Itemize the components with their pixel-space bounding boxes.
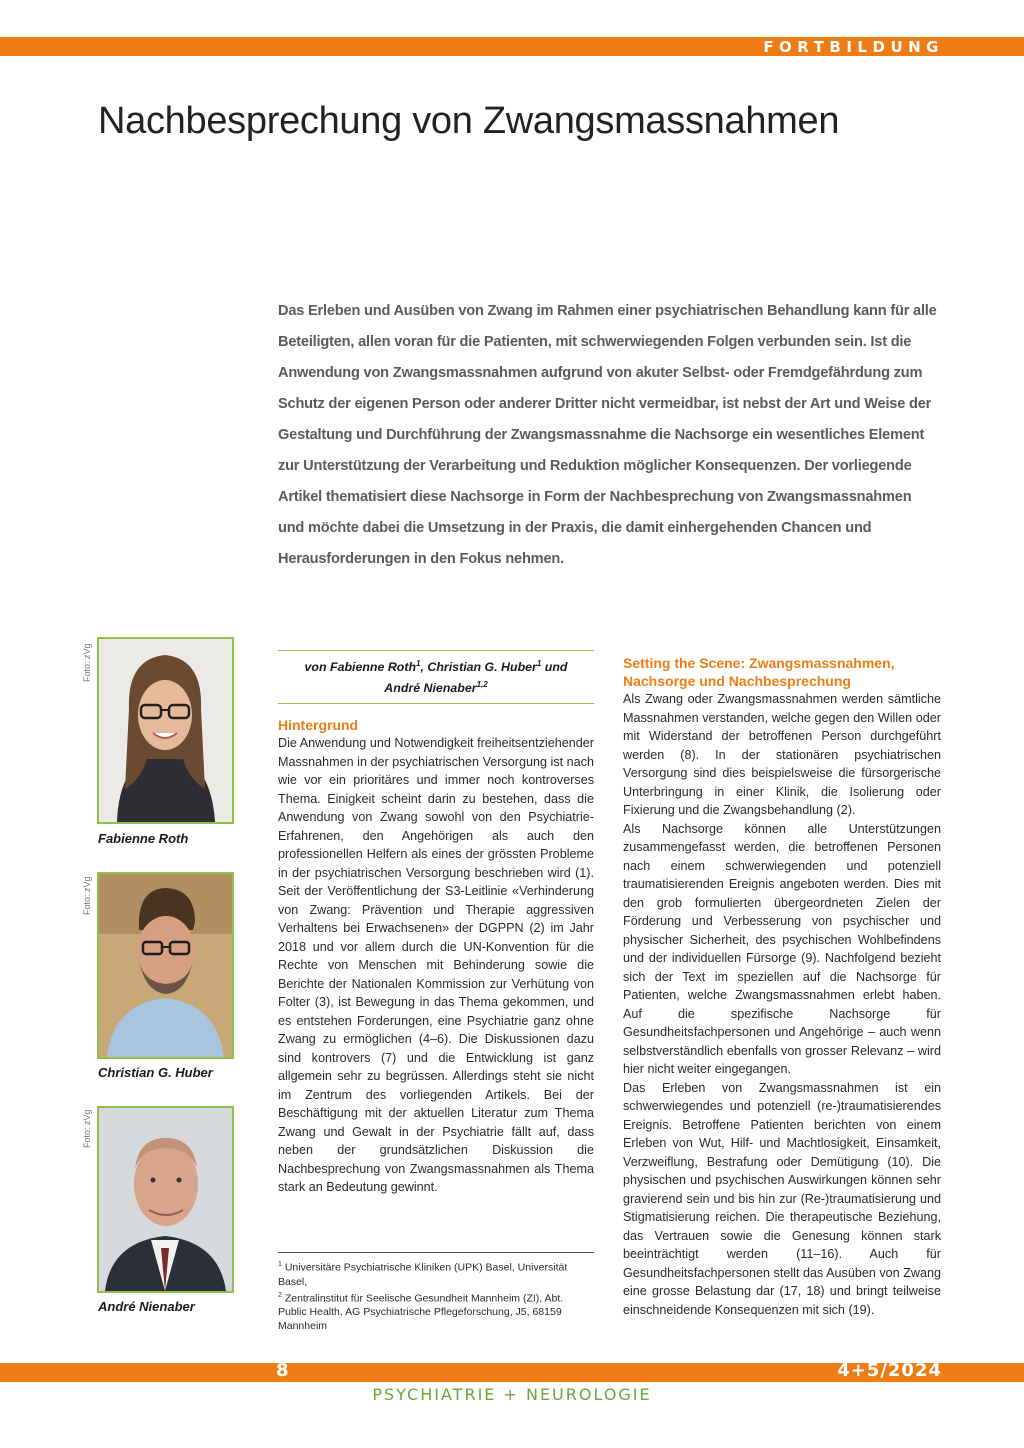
photo-credit-3: Foto: zVg (82, 1109, 92, 1148)
portrait-roth-image (99, 639, 232, 822)
byline-sep-1: , (420, 660, 428, 675)
footnote-1 (278, 1258, 594, 1289)
photo-caption-1: Fabienne Roth (98, 831, 189, 846)
footnote-2-text: Zentralinstitut für Seelische Gesundheit Mannheim (ZI), Abt. Public Health, AG Psychiatrische Pflegeforschung, J5, 68159 Mannheim (278, 1292, 564, 1332)
byline-prefix: von (304, 660, 330, 675)
author-photo-huber (97, 872, 234, 1059)
byline-sup-1: 1 (416, 659, 421, 668)
article-title: Nachbesprechung von Zwangsmassnahmen (98, 100, 840, 142)
scene-paragraph-3: Das Erleben von Zwangsmassnahmen ist ein schwerwiegendes und potenziell (re-)traumatisierendes Ereignis. Betroffene Patienten berichten von einem Erleben von Wut, Hilf- und Machtlosigkeit, Einsamkeit, Verzweiflung, Bestrafung oder Demütigung (10). Die physischen und psychischen Auswirkungen können sehr gravierend sein und bis hin zur (Re-)traumatisierung und Stigmatisierung reichen. Die therapeutische Beziehung, das Vertrauen sowie die Genesung können stark beeinträchtigt werden (11–16). Auch für Gesundheitsfachpersonen stellt das Ausüben von Zwang eine grosse Belastung dar (17, 18) und bringt teilweise einschneidende Konsequenzen mit sich (19). (623, 1080, 941, 1317)
section-heading-scene: Setting the Scene: Zwangsmassnahmen, Nachsorge und Nachbesprechung (623, 655, 895, 689)
byline-sup-3: 1,2 (476, 680, 488, 690)
byline-author-2: Christian G. Huber (427, 660, 537, 675)
photo-credit-2: Foto: zVg (82, 876, 92, 915)
footnote-2 (278, 1289, 594, 1334)
byline-sep-2: und (541, 660, 568, 675)
byline-author-1: Fabienne Roth (330, 660, 417, 675)
footnote-1-mark: 1 (278, 1261, 282, 1268)
article-column-3 (623, 654, 941, 1319)
page-number: 8 (276, 1360, 289, 1381)
photo-caption-3: André Nienaber (98, 1299, 195, 1314)
photo-caption-2: Christian G. Huber (98, 1065, 213, 1080)
byline-author-3: André Nienaber (384, 681, 477, 696)
scene-paragraph-1: Als Zwang oder Zwangsmassnahmen werden sämtliche Massnahmen verstanden, welche gegen den Willen oder mit Widerstand der betroffenen Person durchgeführt werden (8). In der stationären psychiatrischen Versorgung sind dies beispielsweise die fürsorgerische Unterbringung in einer Klinik, die Isolierung oder Fixierung und die Zwangsbehandlung (2). (623, 692, 941, 817)
background-paragraph: Die Anwendung und Notwendigkeit freiheitsentziehender Massnahmen in der psychiatrischen Versorgung ist nach wie vor ein prioritäres und immer noch kontroverses Thema. Einigkeit scheint darin zu bestehen, dass die Anwendung von Zwang sowohl von den Psychiatrie-Erfahrenen, den Angehörigen als auch den professionellen Helfern als eines der grössten Probleme in der psychiatrischen Versorgung beschrieben wird (1). Seit der Veröffentlichung der S3-Leitlinie «Verhinderung von Zwang: Prävention und Therapie aggressiven Verhaltens bei Erwachsenen» der DGPPN (2) im Jahr 2018 und vor allem durch die UN-Konvention für die Rechte von Menschen mit Behinderung sowie die Berichte der Nationalen Kommission zur Verhütung von Folter (3), ist Bewegung in das Thema gekommen, und es entstehen Forderungen, eine Psychiatrie ganz ohne Zwang zu ermöglichen (4–6). Die Diskussionen dazu sind kontrovers (7) und die Entwicklung ist ganz allgemein sehr zu begrüssen. Allerdings steht sie nicht im Zentrum des vorliegenden Artikels. Bei der Beschäftigung mit der aktuellen Literatur zum Thema Zwang und Gewalt in der Psychiatrie fällt auf, dass neben der grundsätzlichen Diskussion die Nachbesprechung von Zwangsmassnahmen als Thema stark an Bedeutung gewinnt. (278, 736, 594, 1195)
footnotes (278, 1252, 594, 1333)
byline-sup-2: 1 (536, 659, 542, 668)
scene-paragraph-2: Als Nachsorge können alle Unterstützungen zusammengefasst werden, die betroffenen Personen nach einem schwerwiegenden und potenziell traumatisierenden Ereignis angeboten werden. Dies mit den grob formulierten übergeordneten Zielen der Förderung und Verbesserung von psychischer und physischer Sicherheit, des psychischen Wohlbefindens und der individuellen Fürsorge (9). Nachfolgend bezieht sich der Text im speziellen auf die Nachsorge für Patienten, welche Zwangsmassnahmen erlebt haben. Auf die spezifische Nachsorge für Gesundheitsfachpersonen und Angehörige – auch wenn selbstverständlich ebenfalls von grosser Relevanz – wird hier nicht weiter eingegangen. (623, 821, 941, 1076)
portrait-huber-image (99, 874, 232, 1057)
section-label: FORTBILDUNG (763, 38, 944, 56)
photo-credit-1: Foto: zVg (82, 643, 92, 682)
lead-paragraph: Das Erleben und Ausüben von Zwang im Rahmen einer psychiatrischen Behandlung kann für alle Beteiligten, allen voran für die Patienten, mit schwerwiegenden Folgen verbunden sein. Ist die Anwendung von Zwangsmassnahmen aufgrund von akuter Selbst- oder Fremdgefährdung zum Schutz der eigenen Person oder anderer Dritter nicht vermeidbar, ist nebst der Art und Weise der Gestaltung und Durchführung der Zwangsmassnahme die Nachsorge ein wesentliches Element zur Unterstützung der Verarbeitung und Reduktion möglicher Konsequenzen. Der vorliegende Artikel thematisiert diese Nachsorge in Form der Nachbesprechung von Zwangsmassnahmen und möchte dabei die Umsetzung in der Praxis, die damit einhergehenden Chancen und Herausforderungen in den Fokus nehmen. (278, 303, 937, 567)
author-photo-roth (97, 637, 234, 824)
footnote-1-text: Universitäre Psychiatrische Kliniken (UPK) Basel, Universität Basel, (278, 1261, 568, 1288)
issue-number: 4+5/2024 (837, 1360, 942, 1381)
author-byline (278, 650, 594, 704)
footnote-2-mark: 2 (278, 1291, 282, 1299)
author-photo-nienaber (97, 1106, 234, 1293)
article-column-2 (278, 650, 594, 1197)
portrait-nienaber-image (99, 1108, 232, 1291)
section-heading-background: Hintergrund (278, 717, 359, 734)
journal-name: PSYCHIATRIE + NEUROLOGIE (372, 1385, 652, 1404)
